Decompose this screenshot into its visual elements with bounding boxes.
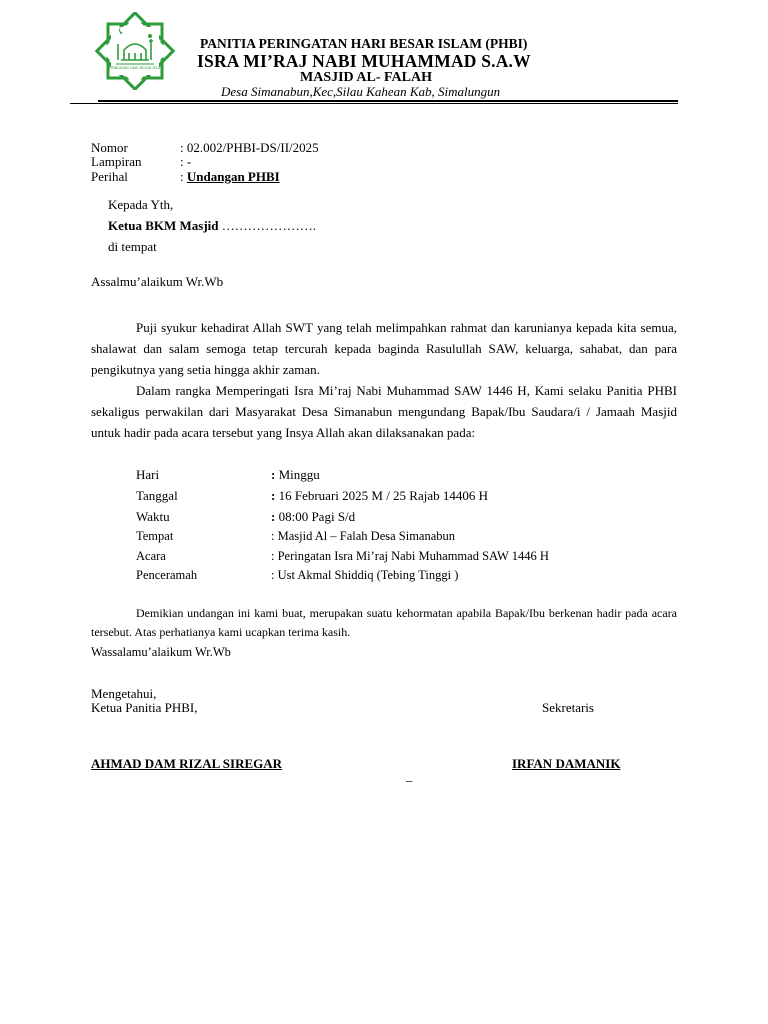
committee-title: PANITIA PERINGATAN HARI BESAR ISLAM (PHBI) <box>200 36 528 51</box>
header-rule-thin <box>70 103 678 104</box>
event-colon: : <box>271 467 279 482</box>
mosque-name: MASJID AL- FALAH <box>300 70 432 85</box>
svg-text:PERINGATAN HARI BESAR ISLAM: PERINGATAN HARI BESAR ISLAM <box>106 66 164 70</box>
opening-greeting: Assalmu’alaikum Wr.Wb <box>91 274 224 289</box>
ketua-title: Ketua Panitia PHBI, <box>91 700 198 715</box>
event-value: 08:00 Pagi S/d <box>278 509 356 524</box>
body-p2a-text: Dalam rangka Memperingati Isra Mi’raj Nabi Muhammad SAW 1446 H <box>136 383 527 398</box>
lampiran-label: Lampiran <box>91 154 142 169</box>
trailing-mark: _ <box>406 768 413 783</box>
event-label: Penceramah <box>136 568 198 582</box>
recipient-place: di tempat <box>108 239 157 254</box>
event-label: Acara <box>136 549 166 563</box>
event-colon: : <box>271 509 279 524</box>
closing-salam: Wassalamu’alaikum Wr.Wb <box>91 645 231 659</box>
header-rule-thick <box>98 100 678 102</box>
closing-paragraph <box>91 604 677 642</box>
mosque-star-logo-icon <box>94 12 176 90</box>
sekretaris-title: Sekretaris <box>542 700 594 715</box>
ketua-name: AHMAD DAM RIZAL SIREGAR <box>91 756 283 771</box>
event-value: Peringatan Isra Mi’raj Nabi Muhammad SAW 1446 H <box>277 549 549 563</box>
event-label: Tanggal <box>136 488 178 503</box>
event-colon: : <box>271 529 278 543</box>
event-label: Waktu <box>136 509 170 524</box>
perihal-row <box>180 169 280 185</box>
recipient-name <box>108 218 316 234</box>
nomor-label: Nomor <box>91 140 128 155</box>
perihal-value: Undangan PHBI <box>186 169 280 184</box>
recipient-greeting: Kepada Yth, <box>108 197 174 212</box>
event-value-row <box>271 467 320 483</box>
event-label: Tempat <box>136 529 174 543</box>
event-title: ISRA MI’RAJ NABI MUHAMMAD S.A.W <box>197 51 531 71</box>
body-p1-text: Puji syukur kehadirat Allah SWT yang telah melimpahkan rahmat dan karunianya kepada kita semua, shalawat dan salam semoga tetap tercurah kepada baginda Rasulullah SAW, keluarga, sahabat, dan para pengikutnya yang setia hingga akhir zaman. <box>91 320 677 377</box>
event-value: 16 Februari 2025 M / 25 Rajab 14406 H <box>278 488 489 503</box>
event-value-row <box>271 529 455 544</box>
mengetahui-label: Mengetahui, <box>91 686 157 701</box>
recipient-dots: …………………. <box>218 218 316 233</box>
lampiran-value: : - <box>180 154 192 169</box>
closing-text: Demikian undangan ini kami buat, merupakan suatu kehormatan apabila Bapak/Ibu berkenan hadir pada acara tersebut. Atas perhatianya kami ucapkan terima kasih. <box>91 606 677 639</box>
sekretaris-name: IRFAN DAMANIK <box>512 756 621 771</box>
event-value-row <box>271 568 458 583</box>
event-value: Masjid Al – Falah Desa Simanabun <box>277 529 456 543</box>
nomor-value: : 02.002/PHBI-DS/II/2025 <box>180 140 319 155</box>
body-paragraph-1 <box>91 317 677 380</box>
event-colon: : <box>271 488 279 503</box>
event-value-row <box>271 488 488 504</box>
event-colon: : <box>271 549 278 563</box>
event-value: Ust Akmal Shiddiq (Tebing Tinggi ) <box>277 568 459 582</box>
event-value: Minggu <box>278 467 320 482</box>
event-value-row <box>271 509 355 525</box>
body-p2b-text: , Kami selaku Panitia PHBI sekaligus perwakilan dari Masyarakat Desa Simanabun mengundang Bapak/Ibu Saudara/i / Jamaah Masjid untuk hadir pada acara tersebut yang Insya Allah akan dilaksanakan pada: <box>91 383 677 440</box>
event-label: Hari <box>136 467 160 482</box>
perihal-colon: : <box>180 169 187 184</box>
event-colon: : <box>271 568 278 582</box>
event-value-row <box>271 549 549 564</box>
perihal-label: Perihal <box>91 169 128 184</box>
recipient-title: Ketua BKM Masjid <box>108 218 219 233</box>
address: Desa Simanabun,Kec,Silau Kahean Kab, Simalungun <box>221 84 501 99</box>
body-paragraph-2 <box>91 380 677 443</box>
